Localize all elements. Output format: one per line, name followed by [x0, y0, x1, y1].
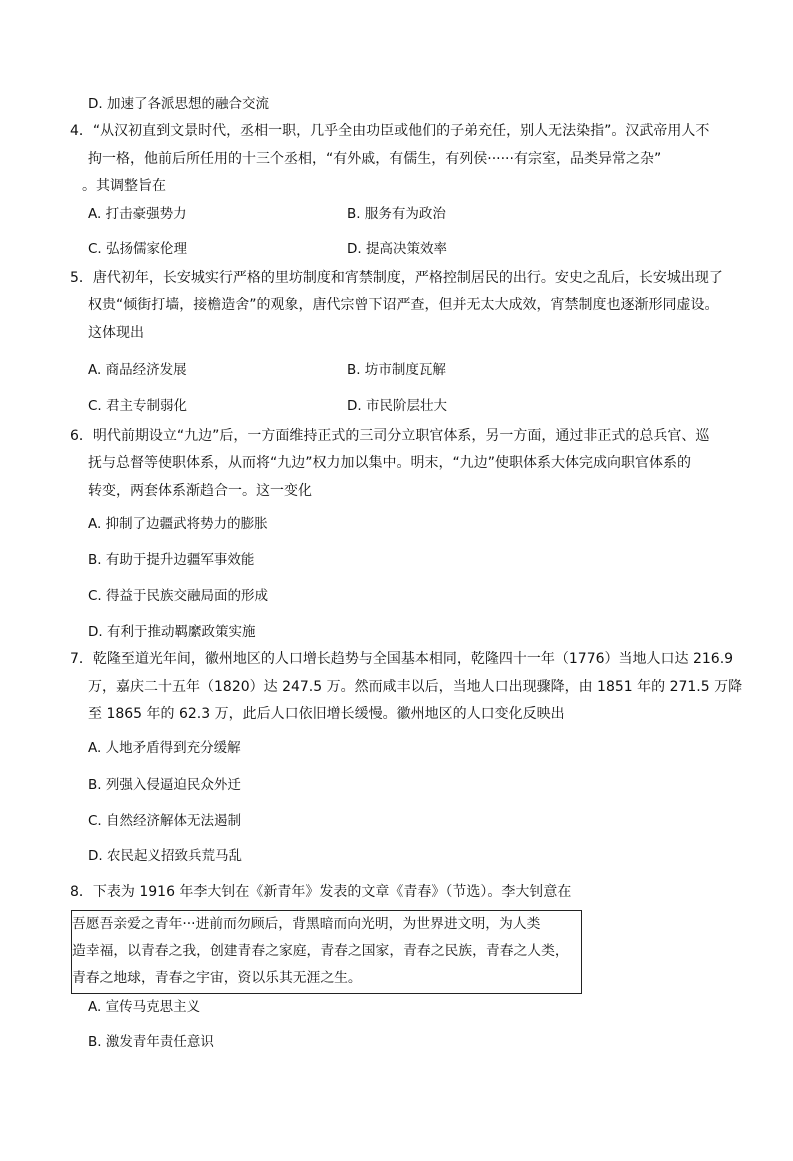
- q8-quote-line-1: 吾愿吾亲爱之青年···进前而勿顾后，背黑暗而向光明，为世界进文明，为人类: [72, 916, 541, 932]
- q8-stem-line-1: 8．下表为 1916 年李大钊在《新青年》发表的文章《青春》（节选）。李大钊意在: [70, 884, 572, 900]
- q3-option-d: D. 加速了各派思想的融合交流: [88, 96, 269, 112]
- q7-stem-line-2: 万，嘉庆二十五年（1820）达 247.5 万。然而咸丰以后，当地人口出现骤降，由 1851 年的 271.5 万降: [88, 679, 743, 695]
- q4-stem-line-1: 4．“从汉初直到文景时代，丞相一职，几乎全由功臣或他们的子弟充任，别人无法染指”。汉武帝用人不: [70, 123, 710, 139]
- q7-option-c: C. 自然经济解体无法遏制: [88, 813, 242, 829]
- q4-option-d: D. 提高决策效率: [347, 241, 447, 257]
- q5-stem-line-3: 这体现出: [88, 325, 144, 341]
- q5-option-b: B. 坊市制度瓦解: [347, 362, 446, 378]
- q6-option-d: D. 有利于推动羁縻政策实施: [88, 624, 256, 640]
- q4-option-c: C. 弘扬儒家伦理: [88, 241, 188, 257]
- q8-quote-line-3: 青春之地球，青春之宇宙，资以乐其无涯之生。: [72, 970, 362, 986]
- q8-option-a: A. 宣传马克思主义: [88, 999, 201, 1015]
- q6-stem-line-1: 6．明代前期设立“九边”后，一方面维持正式的三司分立职官体系，另一方面，通过非正式的总兵官、巡: [70, 428, 710, 444]
- q5-option-d: D. 市民阶层壮大: [347, 398, 447, 414]
- q6-option-c: C. 得益于民族交融局面的形成: [88, 588, 269, 604]
- q8-quote-line-2: 造幸福，以青春之我，创建青春之家庭，青春之国家，青春之民族，青春之人类，: [72, 943, 569, 959]
- q5-option-a: A. 商品经济发展: [88, 362, 187, 378]
- q5-stem-line-1: 5．唐代初年，长安城实行严格的里坊制度和宵禁制度，严格控制居民的出行。安史之乱后，长安城出现了: [70, 270, 723, 286]
- q7-option-b: B. 列强入侵逼迫民众外迁: [88, 777, 241, 793]
- q5-stem-line-2: 权贵“倾街打墙，接檐造舍”的观象，唐代宗曾下诏严查，但并无太大成效，宵禁制度也逐渐形同虚设。: [88, 297, 719, 313]
- q4-option-b: B. 服务有为政治: [347, 206, 446, 222]
- q5-option-c: C. 君主专制弱化: [88, 398, 188, 414]
- q6-option-b: B. 有助于提升边疆军事效能: [88, 552, 255, 568]
- q6-option-a: A. 抑制了边疆武将势力的膨胀: [88, 516, 268, 532]
- q8-quote-box: [71, 910, 582, 994]
- q6-stem-line-3: 转变，两套体系渐趋合一。这一变化: [88, 483, 312, 499]
- q7-stem-line-1: 7．乾隆至道光年间，徽州地区的人口增长趋势与全国基本相同，乾隆四十一年（1776）当地人口达 216.9: [70, 651, 734, 667]
- q6-stem-line-2: 抚与总督等使职体系，从而将“九边”权力加以集中。明末，“九边”使职体系大体完成向职官体系的: [88, 455, 692, 471]
- q7-stem-line-3: 至 1865 年的 62.3 万，此后人口依旧增长缓慢。徽州地区的人口变化反映出: [88, 706, 565, 722]
- q8-option-b: B. 激发青年责任意识: [88, 1034, 214, 1050]
- q7-option-d: D. 农民起义招致兵荒马乱: [88, 848, 242, 864]
- q4-stem-line-3: 。其调整旨在: [82, 178, 166, 194]
- q4-stem-line-2: 拘一格，他前后所任用的十三个丞相，“有外戚，有儒生，有列侯······有宗室，品类异常之杂”: [88, 151, 662, 167]
- q4-option-a: A. 打击豪强势力: [88, 206, 187, 222]
- q7-option-a: A. 人地矛盾得到充分缓解: [88, 740, 241, 756]
